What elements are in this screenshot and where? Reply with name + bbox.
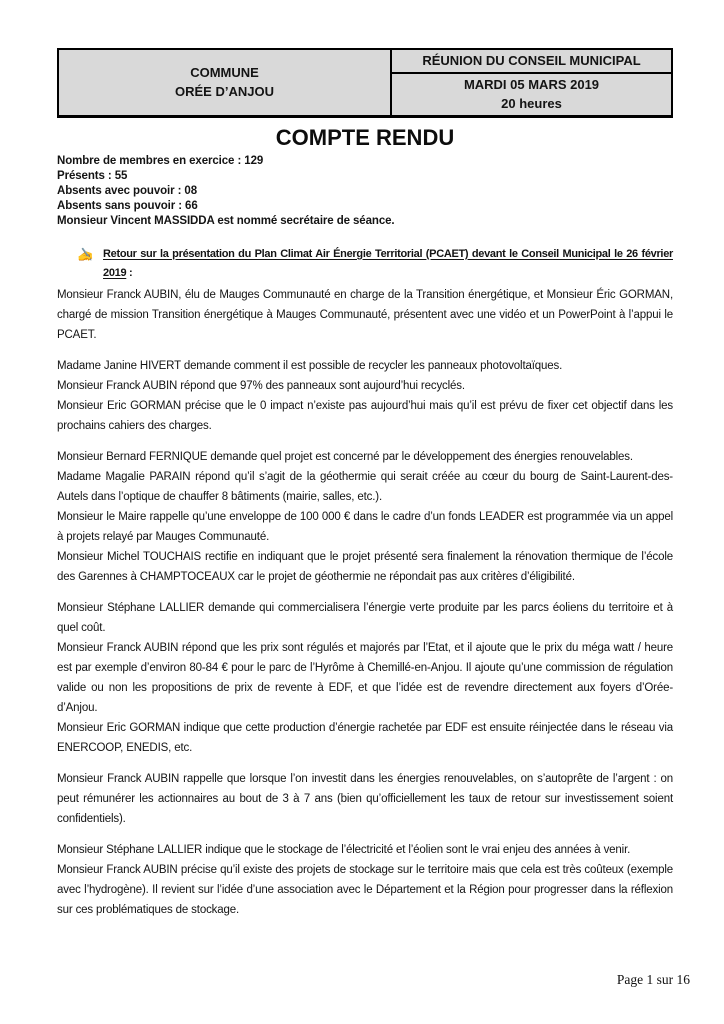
sentence: Monsieur Eric GORMAN indique que cette production d’énergie rachetée par EDF est ensuite réinjectée dans le réseau via ENERCOOP, ENEDIS, etc. [57, 721, 673, 754]
sentence: Monsieur Franck AUBIN précise qu’il existe des projets de stockage sur le territoire mais que cela est très coûteux (exemple avec l’hydrogène). Il revient sur l’idée d’une association avec le Département et la Région pour progresser dans la réflexion sur ces problématiques de stockage. [57, 863, 673, 916]
stat-present: Présents : 55 [57, 169, 128, 182]
sentence: Monsieur Franck AUBIN répond que 97% des panneaux sont aujourd’hui recyclés. [57, 379, 465, 392]
meeting-cell [392, 50, 671, 115]
sentence: Monsieur Eric GORMAN précise que le 0 impact n’existe pas aujourd’hui mais qu’il est prévu de fixer cet objectif dans les prochains cahiers des charges. [57, 399, 673, 432]
commune-cell [59, 50, 392, 115]
meeting-datetime [392, 74, 671, 115]
sentence: Monsieur Michel TOUCHAIS rectifie en indiquant que le projet présenté sera finalement la rénovation thermique de l’école des Garennes à CHAMPTOCEAUX car le projet de géothermie ne répondait pas aux critères d’éligibilité. [57, 550, 673, 583]
header-table [57, 48, 673, 118]
attendance-stats [57, 154, 673, 229]
sentence: Monsieur le Maire rappelle qu’une enveloppe de 100 000 € dans le cadre d’un fonds LEADER est programmée via un appel à projets relayé par Mauges Communauté. [57, 510, 673, 543]
writing-hand-icon: ✍ [78, 246, 94, 262]
commune-name: ORÉE D’ANJOU [175, 84, 274, 100]
paragraph-block [57, 285, 673, 345]
sentence: Monsieur Franck AUBIN rappelle que lorsque l’on investit dans les énergies renouvelables, on s’autoprête de l’argent : on peut rémunérer les actionnaires au bout de 3 à 7 ans (bien qu’officiellement les taux de retour sur investissement soient confidentiels). [57, 772, 673, 825]
meeting-date: MARDI 05 MARS 2019 [463, 76, 600, 92]
stat-absent-with-proxy: Absents avec pouvoir : 08 [57, 184, 198, 197]
paragraph-block [57, 356, 673, 436]
sentence: Monsieur Stéphane LALLIER demande qui commercialisera l’énergie verte produite par les parcs éoliens du territoire et à quel coût. [57, 601, 673, 634]
stat-members-in-office: Nombre de membres en exercice : 129 [57, 154, 264, 167]
sentence: Monsieur Franck AUBIN répond que les prix sont régulés et majorés par l’Etat, et il ajoute que le prix du méga watt / heure est par exemple d’environ 80-84 € pour le parc de l’Hyrôme à Chemillé-en-Anjou. Il ajoute qu’une commission de régulation valide ou non les propositions de prix de revente à EDF, et que l’idée est de revendre directement aux foyers d’Orée-d’Anjou. [57, 641, 673, 714]
sentence: Madame Magalie PARAIN répond qu’il s’agit de la géothermie qui serait créée au cœur du bourg de Saint-Laurent-des-Autels dans l’optique de chauffer 8 bâtiments (mairie, salles, etc.). [57, 470, 673, 503]
minutes-body [57, 285, 673, 920]
agenda-item-heading [57, 245, 673, 283]
agenda-item-suffix: : [126, 266, 133, 279]
paragraph-block [57, 769, 673, 829]
paragraph-block [57, 840, 673, 920]
meeting-time: 20 heures [501, 96, 562, 111]
sentence: Madame Janine HIVERT demande comment il est possible de recycler les panneaux photovoltaïques. [57, 359, 563, 372]
secretary-line: Monsieur Vincent MASSIDDA est nommé secrétaire de séance. [57, 214, 395, 227]
page-number: Page 1 sur 16 [616, 972, 690, 987]
paragraph-block [57, 598, 673, 758]
sentence: Monsieur Bernard FERNIQUE demande quel projet est concerné par le développement des énergies renouvelables. [57, 450, 633, 463]
commune-label: COMMUNE [190, 64, 259, 80]
paragraph-block [57, 447, 673, 587]
agenda-item-text: Retour sur la présentation du Plan Climat Air Énergie Territorial (PCAET) devant le Conseil Municipal le 26 février 2019 [103, 247, 673, 279]
page-title: COMPTE RENDU [275, 124, 455, 150]
stat-absent-without-proxy: Absents sans pouvoir : 66 [57, 199, 198, 212]
meeting-title: RÉUNION DU CONSEIL MUNICIPAL [392, 50, 671, 74]
sentence: Monsieur Stéphane LALLIER indique que le stockage de l’électricité et l’éolien sont le vrai enjeu des années à venir. [57, 843, 631, 856]
sentence: Monsieur Franck AUBIN, élu de Mauges Communauté en charge de la Transition énergétique, et Monsieur Éric GORMAN, chargé de mission Transition énergétique à Mauges Communauté, présentent avec une vidéo et un PowerPoint à l’appui le PCAET. [57, 288, 673, 341]
